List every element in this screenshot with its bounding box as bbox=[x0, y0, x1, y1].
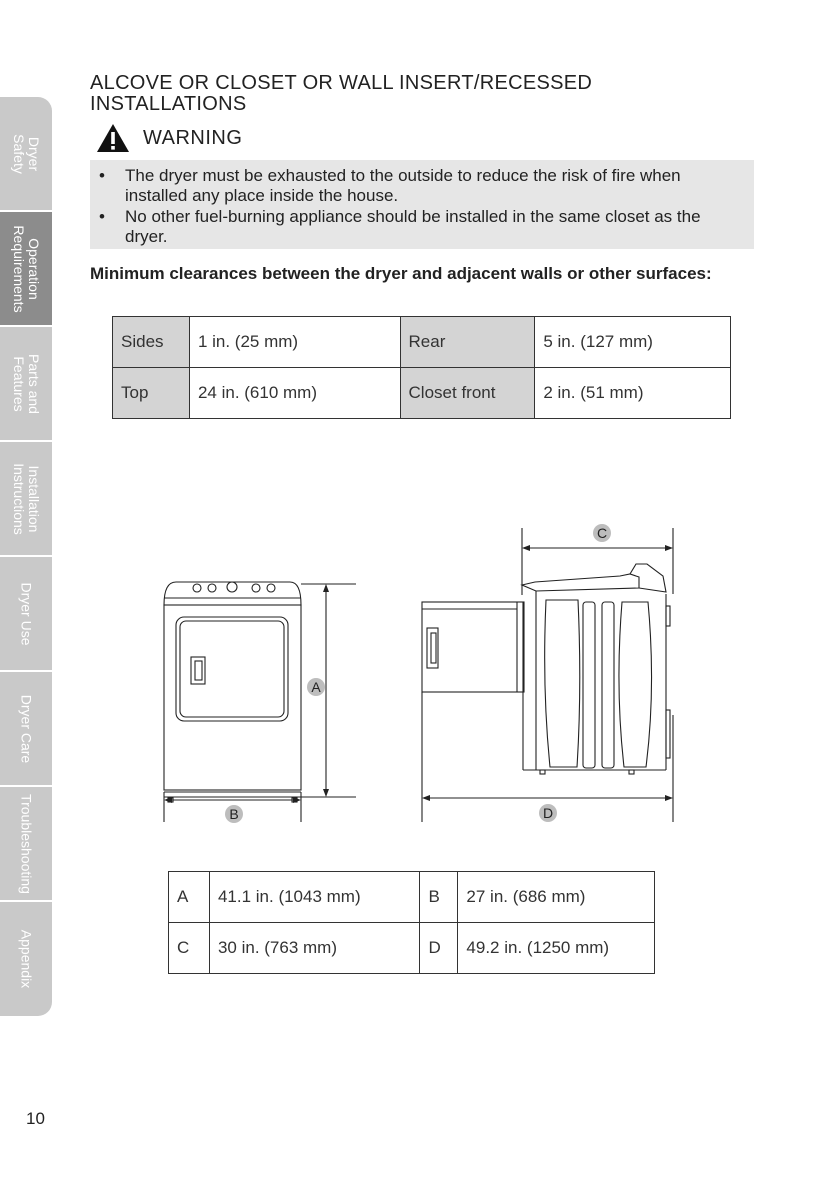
tab-operation-requirements[interactable] bbox=[0, 212, 52, 327]
table-cell: Closet front bbox=[400, 368, 535, 419]
dryer-dimension-diagram bbox=[150, 520, 690, 830]
table-row bbox=[169, 872, 655, 923]
table-cell: 49.2 in. (1250 mm) bbox=[458, 923, 655, 974]
dimensions-table bbox=[168, 871, 655, 974]
table-cell: A bbox=[169, 872, 210, 923]
label-b: B bbox=[229, 806, 239, 822]
warning-heading bbox=[96, 122, 242, 154]
clearances-table bbox=[112, 316, 731, 419]
dimension-d bbox=[422, 692, 673, 822]
side-tabs bbox=[0, 97, 52, 1016]
section-title: ALCOVE OR CLOSET OR WALL INSERT/RECESSED INSTALLATIONS bbox=[90, 72, 593, 115]
tab-label: Dryer Care bbox=[18, 694, 35, 763]
tab-troubleshooting[interactable] bbox=[0, 787, 52, 902]
table-cell: 5 in. (127 mm) bbox=[535, 317, 731, 368]
dimension-a bbox=[301, 584, 356, 797]
warning-triangle-icon bbox=[96, 123, 130, 153]
clearances-heading: Minimum clearances between the dryer and adjacent walls or other surfaces: bbox=[90, 264, 712, 283]
warning-label: WARNING bbox=[143, 126, 243, 149]
table-cell: 30 in. (763 mm) bbox=[209, 923, 420, 974]
page-number: 10 bbox=[26, 1109, 45, 1128]
tab-appendix[interactable] bbox=[0, 902, 52, 1016]
tab-dryer-safety[interactable] bbox=[0, 97, 52, 212]
tab-label: Troubleshooting bbox=[18, 793, 35, 894]
table-row bbox=[169, 923, 655, 974]
table-cell: 2 in. (51 mm) bbox=[535, 368, 731, 419]
table-cell: 1 in. (25 mm) bbox=[189, 317, 400, 368]
label-a: A bbox=[311, 679, 321, 695]
tab-dryer-use[interactable] bbox=[0, 557, 52, 672]
table-cell: Top bbox=[113, 368, 190, 419]
table-cell: 27 in. (686 mm) bbox=[458, 872, 655, 923]
bullet-icon: • bbox=[99, 207, 105, 226]
bullet-icon: • bbox=[99, 166, 105, 185]
label-c: C bbox=[596, 525, 608, 541]
table-row bbox=[113, 317, 731, 368]
label-d: D bbox=[542, 805, 554, 821]
table-row bbox=[113, 368, 731, 419]
table-cell: C bbox=[169, 923, 210, 974]
tab-dryer-care[interactable] bbox=[0, 672, 52, 787]
tab-label: Dryer Use bbox=[18, 581, 35, 646]
tab-label: Installation Instructions bbox=[11, 462, 42, 535]
tab-label: Dryer Safety bbox=[11, 133, 42, 174]
warning-box bbox=[90, 160, 754, 249]
tab-label: Appendix bbox=[18, 929, 35, 989]
tab-label: Parts and Features bbox=[11, 353, 42, 414]
dryer-front-view bbox=[164, 582, 301, 802]
tab-parts-and-features[interactable] bbox=[0, 327, 52, 442]
warning-text: The dryer must be exhausted to the outside to reduce the risk of fire when installed any place inside the house. bbox=[125, 166, 681, 205]
dryer-side-view bbox=[422, 564, 670, 774]
table-cell: B bbox=[420, 872, 458, 923]
table-cell: Sides bbox=[113, 317, 190, 368]
table-cell: D bbox=[420, 923, 458, 974]
table-cell: 41.1 in. (1043 mm) bbox=[209, 872, 420, 923]
tab-label: Operation Requirements bbox=[11, 224, 42, 313]
warning-text: No other fuel-burning appliance should be installed in the same closet as the dryer. bbox=[125, 207, 701, 246]
table-cell: Rear bbox=[400, 317, 535, 368]
tab-installation-instructions[interactable] bbox=[0, 442, 52, 557]
table-cell: 24 in. (610 mm) bbox=[189, 368, 400, 419]
